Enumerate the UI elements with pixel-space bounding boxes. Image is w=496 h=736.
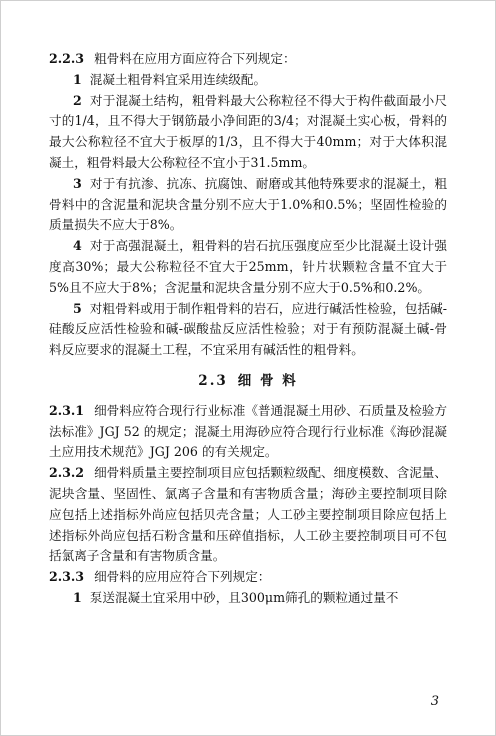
item-number: 1: [73, 589, 82, 605]
item-number: 1: [73, 71, 82, 87]
section-title-text: 细 骨 料: [237, 372, 298, 389]
item-number: 2: [73, 92, 82, 108]
list-item: [49, 588, 447, 609]
list-item: [49, 299, 447, 361]
list-item: [49, 174, 447, 236]
clause-2-2-3: [49, 49, 447, 70]
clause-text: 粗骨料在应用方面应符合下列规定：: [94, 51, 296, 66]
item-text: 泵送混凝土宜采用中砂，且300μm筛孔的颗粒通过量不: [89, 589, 399, 605]
clause-number: 2.3.3: [49, 569, 85, 585]
clause-2-3-2: [49, 463, 447, 567]
section-number: 2.3: [198, 372, 228, 389]
page-content: [49, 49, 447, 609]
section-heading: [49, 371, 447, 392]
clause-number: 2.3.2: [49, 465, 85, 481]
item-number: 4: [73, 238, 82, 254]
clause-text: 细骨料应符合现行行业标准《普通混凝土用砂、石质量及检验方法标准》JGJ 52 的规定；混凝土用海砂应符合现行行业标准《海砂混凝土应用技术规范》JGJ 206 的有关规定。: [49, 402, 447, 460]
item-number: 3: [73, 175, 82, 191]
page-number: 3: [430, 694, 439, 709]
list-item: [49, 91, 447, 174]
item-text: 混凝土粗骨料宜采用连续级配。: [89, 71, 267, 87]
item-text: 对于高强混凝土，粗骨料的岩石抗压强度应至少比混凝土设计强度高30%；最大公称粒径不宜大于25mm，针片状颗粒含量不宜大于5%且不应大于8%；含泥量和泥块含量分别不应大于0.5%和0.2%。: [49, 238, 447, 295]
clause-number: 2.2.3: [49, 51, 85, 66]
item-number: 5: [73, 300, 82, 316]
clause-2-3-3: [49, 567, 447, 588]
item-text: 对于有抗渗、抗冻、抗腐蚀、耐磨或其他特殊要求的混凝土，粗骨料中的含泥量和泥块含量分别不应大于1.0%和0.5%；坚固性检验的质量损失不应大于8%。: [49, 175, 447, 233]
clause-text: 细骨料质量主要控制项目应包括颗粒级配、细度模数、含泥量、泥块含量、坚固性、氯离子含量和有害物质含量；海砂主要控制项目除应包括上述指标外尚应包括贝壳含量；人工砂主要控制项目除应包括上述指标外尚应包括石粉含量和压碎值指标，人工砂主要控制项目可不包括氯离子含量和有害物质含量。: [49, 465, 447, 564]
list-item: [49, 236, 447, 298]
clause-number: 2.3.1: [49, 402, 85, 418]
item-text: 对粗骨料或用于制作粗骨料的岩石，应进行碱活性检验，包括碱-硅酸反应活性检验和碱-碳酸盐反应活性检验；对于有预防混凝土碱-骨料反应要求的混凝土工程，不宜采用有碱活性的粗骨料。: [49, 300, 447, 358]
clause-text: 细骨料的应用应符合下列规定：: [94, 569, 271, 585]
clause-2-3-1: [49, 401, 447, 463]
item-text: 对于混凝土结构，粗骨料最大公称粒径不得大于构件截面最小尺寸的1/4，且不得大于钢筋最小净间距的3/4；对混凝土实心板，骨料的最大公称粒径不宜大于板厚的1/3，且不得大于40mm；对于大体积混凝土，粗骨料最大公称粒径不宜小于31.5mm。: [49, 92, 447, 170]
list-item: [49, 70, 447, 91]
